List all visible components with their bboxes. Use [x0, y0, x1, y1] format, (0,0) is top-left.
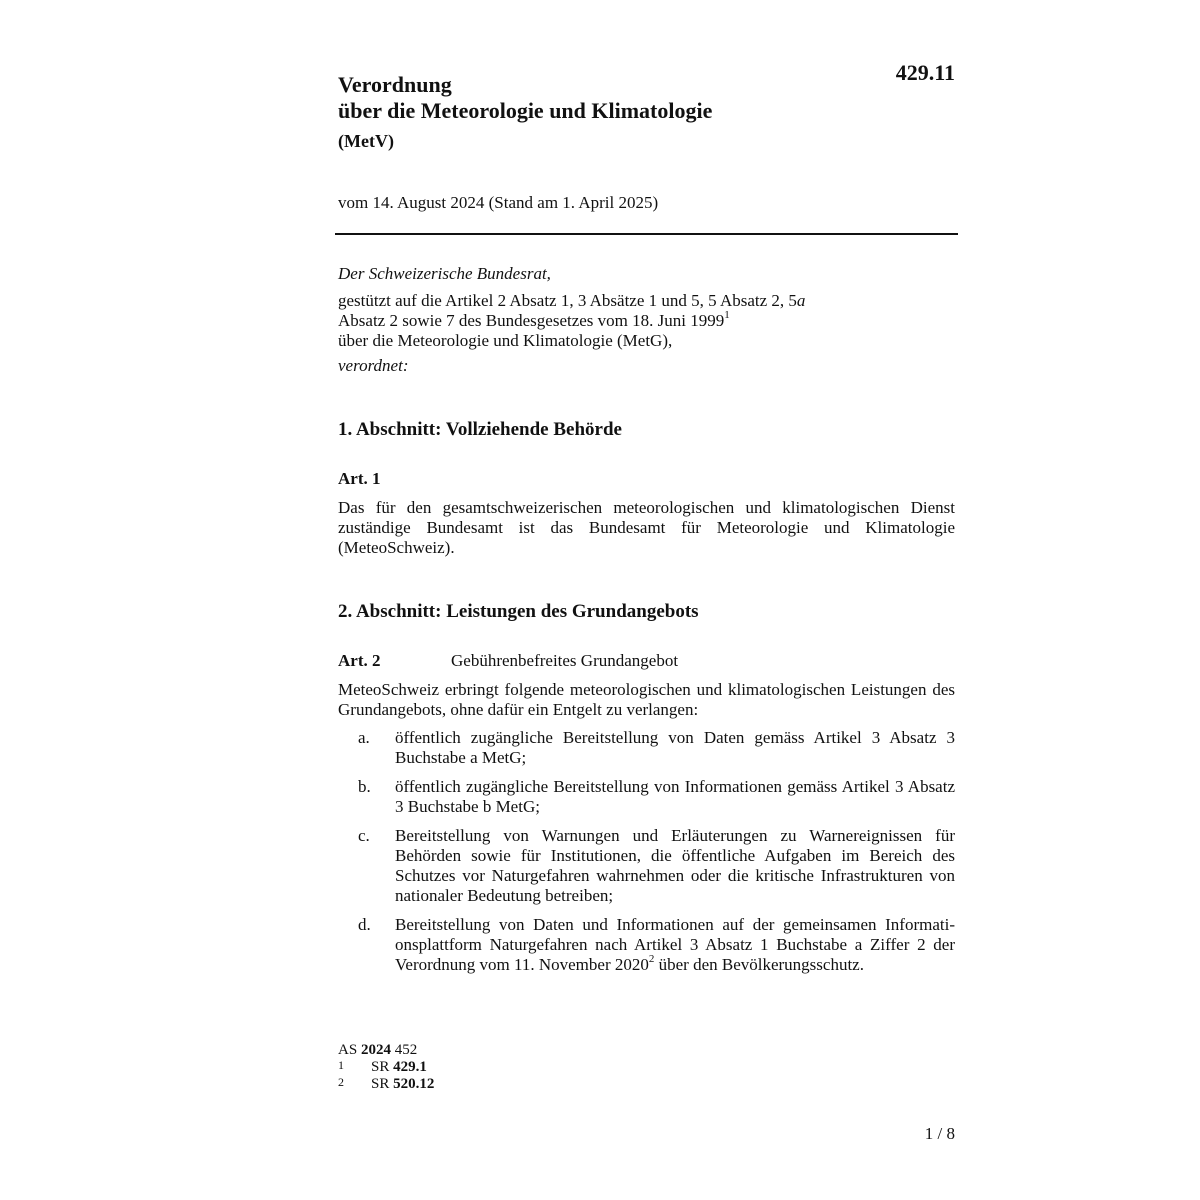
- as-page: 452: [390, 1042, 418, 1058]
- basis-text-1: gestützt auf die Artikel 2 Absatz 1, 3 Absätze 1 und 5, 5 Absatz 2, 5: [338, 291, 797, 310]
- list-item-text: Bereitstellung von Warnungen und Erläuterungen zu Warnereignissen für Behörden sowie für Institutionen, die öffentliche Aufgaben im Bereich des Schutzes vor Naturgefahren wahrnehmen oder die kritische Infrastrukturen von nationaler Bedeutung betreiben;: [395, 826, 955, 905]
- footnote-sr-link[interactable]: 520.12: [393, 1076, 435, 1092]
- list-item: [338, 777, 955, 817]
- official-compilation-ref: [338, 1042, 434, 1059]
- footnote-number: 1: [338, 1058, 344, 1072]
- list-item-text-end: über den Bevölkerungsschutz.: [654, 955, 864, 974]
- list-item: [338, 915, 955, 975]
- list-item-text: öffentlich zugängliche Bereitstellung von Informationen gemäss Artikel 3 Absatz 3 Buchstabe b MetG;: [395, 777, 955, 816]
- list-item: [338, 728, 955, 768]
- list-letter: c.: [358, 826, 370, 845]
- document-date: vom 14. August 2024 (Stand am 1. April 2025): [338, 193, 659, 212]
- footnotes: [338, 1042, 434, 1093]
- article-1-text: Das für den gesamtschweizerischen meteorologischen und klimatologischen Dienst zuständige Bundesamt ist das Bundesamt für Meteorologie und Klimatologie (MeteoSchweiz).: [338, 498, 955, 557]
- list-letter: d.: [358, 915, 371, 934]
- footnote-sr-link[interactable]: 429.1: [393, 1059, 427, 1075]
- footnote-2: [338, 1076, 434, 1093]
- footnote-prefix: SR: [371, 1076, 394, 1092]
- basis-italic: a: [796, 291, 806, 310]
- article-2-heading: [338, 651, 679, 671]
- page-number: 1 / 8: [924, 1124, 955, 1143]
- document-page: [338, 0, 955, 1200]
- sr-number: 429.11: [895, 60, 955, 85]
- article-2-intro: MeteoSchweiz erbringt folgende meteorologischen und klimatologischen Leistungen des Grundangebots, ohne dafür ein Entgelt zu verlangen:: [338, 680, 955, 719]
- footnote-ref-2[interactable]: 2: [648, 953, 655, 965]
- document-title: [338, 72, 712, 154]
- preamble-authority: Der Schweizerische Bundesrat,: [338, 264, 551, 283]
- footnote-prefix: SR: [371, 1059, 394, 1075]
- article-1-heading: [338, 469, 380, 489]
- list-item-text: Bereitstellung von Daten und Informationen auf der gemeinsamen Informationsplattform Naturgefahren nach Artikel 3 Absatz 1 Buchstabe a Ziffer 2 der Verordnung vom 11. November 2020: [395, 915, 955, 974]
- title-abbreviation: (MetV): [338, 131, 394, 151]
- basis-text-2: Absatz 2 sowie 7 des Bundesgesetzes vom 18. Juni 1999: [338, 311, 725, 330]
- section-2-heading: 2. Abschnitt: Leistungen des Grundangebots: [338, 601, 699, 622]
- preamble-legal-basis: [338, 291, 955, 351]
- article-1-number: Art. 1: [338, 469, 381, 488]
- header-divider: [335, 233, 958, 235]
- article-2-title: Gebührenbefreites Grundangebot: [451, 651, 679, 670]
- preamble-enacts: verordnet:: [338, 356, 409, 375]
- as-year: 2024: [360, 1042, 391, 1058]
- title-line-2: über die Meteorologie und Klimatologie: [338, 98, 713, 123]
- article-2-list: [338, 728, 955, 984]
- article-2-number: Art. 2: [338, 651, 381, 670]
- list-item: [338, 826, 955, 906]
- list-letter: b.: [358, 777, 371, 796]
- as-prefix: AS: [338, 1042, 361, 1058]
- list-letter: a.: [358, 728, 370, 747]
- footnote-1: [338, 1059, 434, 1076]
- basis-text-3: über die Meteorologie und Klimatologie (MetG),: [338, 331, 673, 350]
- section-1-heading: 1. Abschnitt: Vollziehende Behörde: [338, 419, 622, 440]
- footnote-number: 2: [338, 1075, 344, 1089]
- title-line-1: Verordnung: [338, 72, 452, 97]
- list-item-text: öffentlich zugängliche Bereitstellung von Daten gemäss Artikel 3 Absatz 3 Buchstabe a MetG;: [395, 728, 955, 767]
- preamble: [338, 264, 955, 376]
- footnote-ref-1[interactable]: 1: [724, 309, 730, 321]
